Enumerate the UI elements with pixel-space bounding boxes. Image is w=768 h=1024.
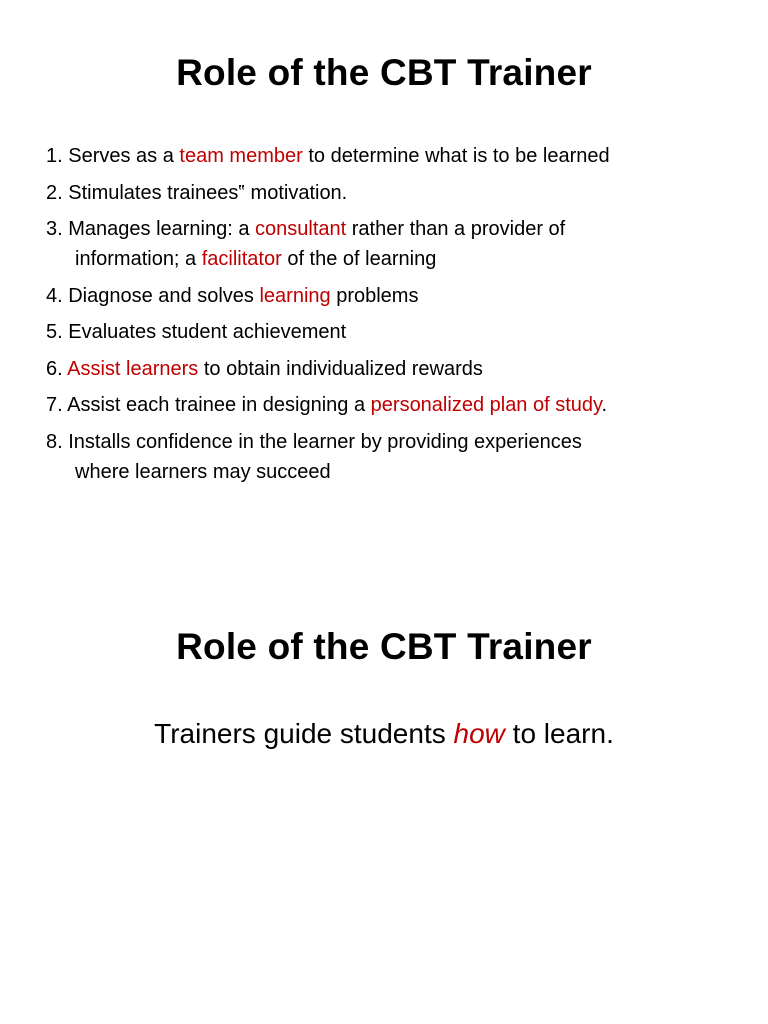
highlighted-term: Assist learners (67, 357, 199, 380)
list-item-text: information; a (75, 248, 202, 270)
list-item (46, 354, 746, 384)
list-item (46, 317, 746, 347)
list-item-text: . (601, 394, 608, 416)
highlighted-term: team member (179, 145, 303, 167)
highlighted-term: consultant (255, 218, 347, 240)
highlighted-term: personalized plan of study (370, 394, 602, 416)
list-item-text: to determine what is to be learned (302, 145, 610, 167)
list-item-text: 1. Serves as a (46, 145, 180, 167)
list-item-line (46, 214, 746, 244)
lead-emphasis: how (453, 718, 505, 749)
list-item-line (46, 317, 746, 347)
list-item-text: 2. Stimulates trainees‟ motivation. (46, 181, 348, 204)
highlighted-term: learning (259, 284, 331, 307)
list-item-continuation (46, 244, 746, 274)
lead-text-after: to learn. (504, 718, 614, 749)
list-item-text: 7. Assist each trainee in designing a (46, 394, 371, 416)
slide-2 (0, 576, 768, 1024)
list-item-text: problems (330, 284, 419, 307)
list-item (46, 214, 746, 274)
lead-text-before: Trainers guide students (154, 718, 454, 749)
list-item-line (46, 390, 746, 420)
list-item-line (46, 281, 746, 311)
list-item-text: 4. Diagnose and solves (46, 284, 260, 307)
lead-statement (0, 718, 768, 750)
list-item-text: of the of learning (281, 248, 437, 270)
list-item-text: 8. Installs confidence in the learner by providing experiences (46, 430, 582, 453)
list-item-text: 3. Manages learning: a (46, 218, 256, 240)
list-item-text: 6. (46, 357, 68, 380)
slide-title: Role of the CBT Trainer (176, 626, 592, 667)
list-item (46, 390, 746, 420)
list-item (46, 281, 746, 311)
list-item-text: to obtain individualized rewards (198, 357, 483, 380)
list-item-line (46, 141, 746, 171)
list-item (46, 178, 746, 208)
list-item-text: rather than a provider of (346, 218, 566, 240)
responsibility-list (46, 141, 746, 493)
list-item (46, 141, 746, 171)
list-item-text: 5. Evaluates student achievement (46, 321, 347, 343)
list-item-line (46, 427, 746, 457)
highlighted-term: facilitator (201, 248, 282, 270)
list-item-text: where learners may succeed (75, 460, 331, 483)
list-item-continuation (46, 457, 746, 487)
list-item (46, 427, 746, 487)
list-item-line (46, 354, 746, 384)
slide-title: Role of the CBT Trainer (176, 52, 592, 93)
list-item-line (46, 178, 746, 208)
